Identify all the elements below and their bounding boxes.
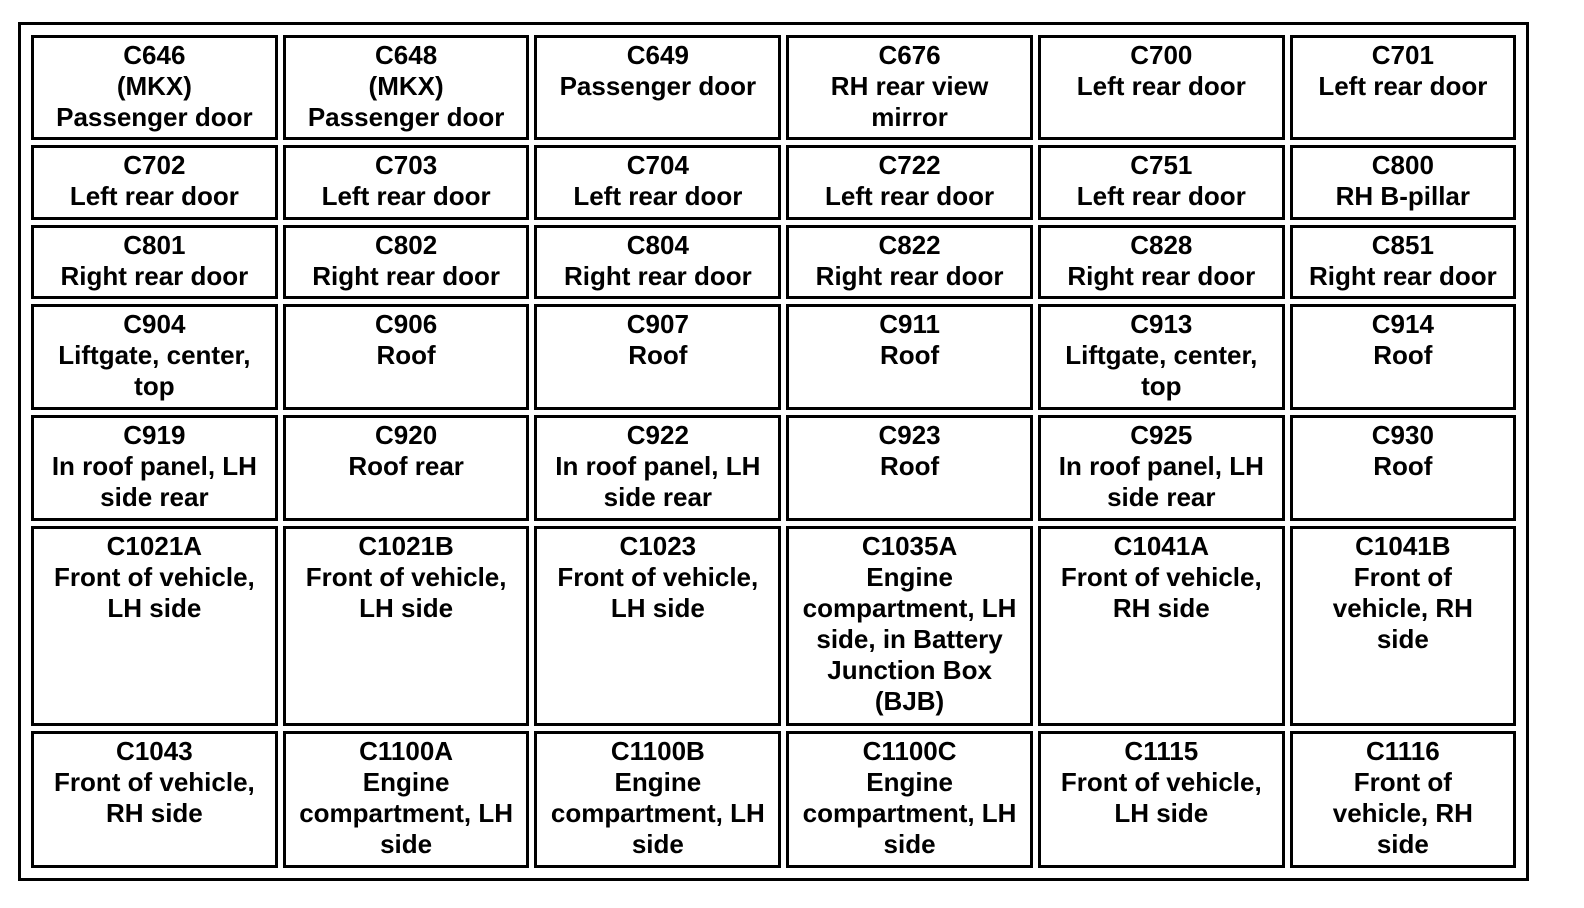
connector-location-line: mirror <box>871 102 948 132</box>
connector-location-line: LH side <box>359 593 454 624</box>
connector-id: C1023 <box>619 531 697 562</box>
table-cell <box>534 304 781 410</box>
connector-location-line: LH side <box>610 593 705 624</box>
table-row <box>31 415 1516 521</box>
table-cell <box>786 526 1033 726</box>
connector-location-line: Right rear door <box>815 260 1004 291</box>
connector-location-line: Roof <box>628 340 688 371</box>
table-cell <box>283 415 530 521</box>
connector-location-line: Roof <box>376 340 436 371</box>
connector-location-line: top <box>1141 371 1182 402</box>
connector-location-line: Roof <box>1373 451 1433 482</box>
connector-id: C702 <box>123 149 186 180</box>
table-row <box>31 526 1516 726</box>
table-cell <box>1038 225 1285 300</box>
connector-id: C922 <box>626 420 689 451</box>
table-cell <box>283 35 530 140</box>
connector-id: C925 <box>1130 420 1193 451</box>
connector-location-line: Left rear door <box>1076 71 1246 101</box>
table-cell <box>1290 35 1516 140</box>
connector-id: C906 <box>375 309 438 340</box>
connector-location-line: RH B-pillar <box>1335 180 1470 211</box>
table-cell <box>283 225 530 300</box>
table-cell <box>534 225 781 300</box>
connector-location-line: Front of <box>1353 766 1452 797</box>
connector-location-line: compartment, LH <box>299 797 513 828</box>
connector-location-line: side rear <box>100 482 209 513</box>
connector-id: C704 <box>626 149 689 180</box>
connector-location-line: RH side <box>1112 593 1210 624</box>
table-cell <box>31 304 278 410</box>
connector-id: C804 <box>626 229 689 260</box>
connector-location-line: Engine <box>866 562 953 593</box>
table-cell <box>1290 304 1516 410</box>
connector-id: C703 <box>375 149 438 180</box>
connector-id: C649 <box>626 40 689 70</box>
connector-id: C930 <box>1371 420 1434 451</box>
connector-id: C1035A <box>861 531 958 562</box>
connector-location-line: Right rear door <box>60 260 249 291</box>
table-cell <box>283 526 530 726</box>
connector-id: C904 <box>123 309 186 340</box>
connector-location-line: Front of vehicle, <box>53 766 255 797</box>
connector-id: C920 <box>375 420 438 451</box>
table-row <box>31 225 1516 300</box>
connector-location-line: vehicle, RH <box>1332 797 1473 828</box>
connector-location-line: (MKX) <box>368 71 444 101</box>
connector-location-line: RH side <box>105 797 203 828</box>
table-cell <box>1290 526 1516 726</box>
connector-location-line: Front of vehicle, <box>53 562 255 593</box>
connector-id: C923 <box>878 420 941 451</box>
connector-location-line: (MKX) <box>116 71 192 101</box>
connector-id: C1100A <box>359 735 454 766</box>
table-cell <box>1038 731 1285 868</box>
table-cell <box>31 526 278 726</box>
table-cell <box>31 145 278 220</box>
connector-location-line: Roof <box>1373 340 1433 371</box>
connector-location-line: Left rear door <box>321 180 491 211</box>
connector-location-line: side <box>380 828 433 859</box>
connector-location-line: Engine <box>866 766 953 797</box>
connector-id: C646 <box>123 40 186 70</box>
connector-location-line: compartment, LH <box>550 797 765 828</box>
table-cell <box>283 145 530 220</box>
connector-location-line: Right rear door <box>312 260 500 291</box>
connector-id: C648 <box>375 40 438 70</box>
connector-id: C701 <box>1371 40 1434 70</box>
connector-id: C1100B <box>610 735 705 766</box>
table-cell <box>534 145 781 220</box>
table-cell <box>534 526 781 726</box>
table-cell <box>534 35 781 140</box>
connector-location-line: side, in Battery <box>816 624 1003 655</box>
connector-location-line: side rear <box>1107 482 1216 513</box>
connector-id: C919 <box>123 420 186 451</box>
connector-id: C700 <box>1130 40 1193 70</box>
table-cell <box>786 225 1033 300</box>
table-body <box>31 35 1516 868</box>
table-cell <box>1290 225 1516 300</box>
connector-location-line: top <box>134 371 175 402</box>
table-row <box>31 35 1516 140</box>
connector-location-line: side <box>1376 624 1429 655</box>
table-cell <box>534 415 781 521</box>
table-cell <box>786 35 1033 140</box>
table-cell <box>1038 526 1285 726</box>
connector-location-line: Right rear door <box>1308 260 1497 291</box>
connector-id: C822 <box>878 229 941 260</box>
connector-location-line: Roof <box>879 451 940 482</box>
connector-location-line: Junction Box <box>827 655 992 686</box>
connector-id: C1041A <box>1113 531 1209 562</box>
connector-location-line: Front of vehicle, <box>557 562 759 593</box>
connector-id: C676 <box>878 40 941 70</box>
connector-location-line: side <box>1376 828 1429 859</box>
connector-location-table <box>26 30 1521 873</box>
connector-location-line: side <box>631 828 684 859</box>
table-row <box>31 731 1516 868</box>
table-row <box>31 145 1516 220</box>
table-cell <box>283 731 530 868</box>
connector-location-line: Left rear door <box>69 180 239 211</box>
connector-id: C913 <box>1130 309 1193 340</box>
table-cell <box>1038 145 1285 220</box>
connector-id: C1115 <box>1124 735 1199 766</box>
connector-location-line: LH side <box>107 593 202 624</box>
connector-location-line: (BJB) <box>874 686 945 717</box>
connector-location-line: Right rear door <box>563 260 752 291</box>
table-cell <box>1038 304 1285 410</box>
table-cell <box>1290 415 1516 521</box>
connector-location-line: Left rear door <box>825 180 995 211</box>
connector-id: C851 <box>1371 229 1434 260</box>
table-cell <box>31 415 278 521</box>
connector-id: C800 <box>1371 149 1434 180</box>
connector-location-line: Liftgate, center, <box>58 340 251 371</box>
connector-location-line: LH side <box>1114 797 1209 828</box>
connector-id: C1116 <box>1365 735 1440 766</box>
connector-location-line: side rear <box>603 482 713 513</box>
connector-location-line: In roof panel, LH <box>555 451 761 482</box>
table-cell <box>31 225 278 300</box>
connector-id: C1041B <box>1355 531 1451 562</box>
connector-location-line: Passenger door <box>56 102 253 132</box>
connector-id: C907 <box>626 309 689 340</box>
connector-location-line: Left rear door <box>1318 71 1488 101</box>
connector-location-line: side <box>883 828 936 859</box>
connector-location-line: Front of vehicle, <box>1060 766 1262 797</box>
connector-location-line: compartment, LH <box>802 593 1017 624</box>
table-cell <box>1290 731 1516 868</box>
connector-id: C911 <box>879 309 940 340</box>
connector-location-line: Passenger door <box>559 71 757 101</box>
connector-id: C1043 <box>116 735 193 766</box>
connector-id: C914 <box>1371 309 1434 340</box>
connector-location-line: Front of vehicle, <box>1060 562 1262 593</box>
table-cell <box>1038 415 1285 521</box>
connector-location-line: vehicle, RH <box>1332 593 1473 624</box>
table-cell <box>283 304 530 410</box>
table-cell <box>786 415 1033 521</box>
connector-id: C751 <box>1130 149 1193 180</box>
connector-location-line: Front of vehicle, <box>305 562 507 593</box>
connector-location-line: compartment, LH <box>802 797 1017 828</box>
connector-location-line: Roof <box>879 340 940 371</box>
connector-location-line: In roof panel, LH <box>1058 451 1264 482</box>
table-cell <box>1290 145 1516 220</box>
table-cell <box>31 731 278 868</box>
connector-location-table-frame <box>18 22 1529 881</box>
connector-id: C1021B <box>358 531 454 562</box>
connector-location-line: Engine <box>614 766 702 797</box>
connector-location-line: Left rear door <box>573 180 743 211</box>
connector-id: C828 <box>1130 229 1193 260</box>
table-row <box>31 304 1516 410</box>
connector-id: C722 <box>878 149 941 180</box>
connector-location-line: Right rear door <box>1067 260 1256 291</box>
connector-id: C1100C <box>862 735 957 766</box>
connector-location-line: Engine <box>362 766 450 797</box>
connector-location-line: RH rear view <box>830 71 989 101</box>
table-cell <box>786 145 1033 220</box>
connector-location-line: Roof rear <box>348 451 464 482</box>
connector-location-line: Passenger door <box>307 102 505 132</box>
connector-location-line: In roof panel, LH <box>51 451 257 482</box>
table-cell <box>31 35 278 140</box>
connector-id: C802 <box>375 229 438 260</box>
connector-id: C801 <box>123 229 186 260</box>
connector-location-line: Left rear door <box>1076 180 1246 211</box>
connector-id: C1021A <box>106 531 203 562</box>
table-cell <box>1038 35 1285 140</box>
connector-location-line: Liftgate, center, <box>1065 340 1258 371</box>
table-cell <box>786 304 1033 410</box>
table-cell <box>786 731 1033 868</box>
connector-location-line: Front of <box>1353 562 1452 593</box>
table-cell <box>534 731 781 868</box>
